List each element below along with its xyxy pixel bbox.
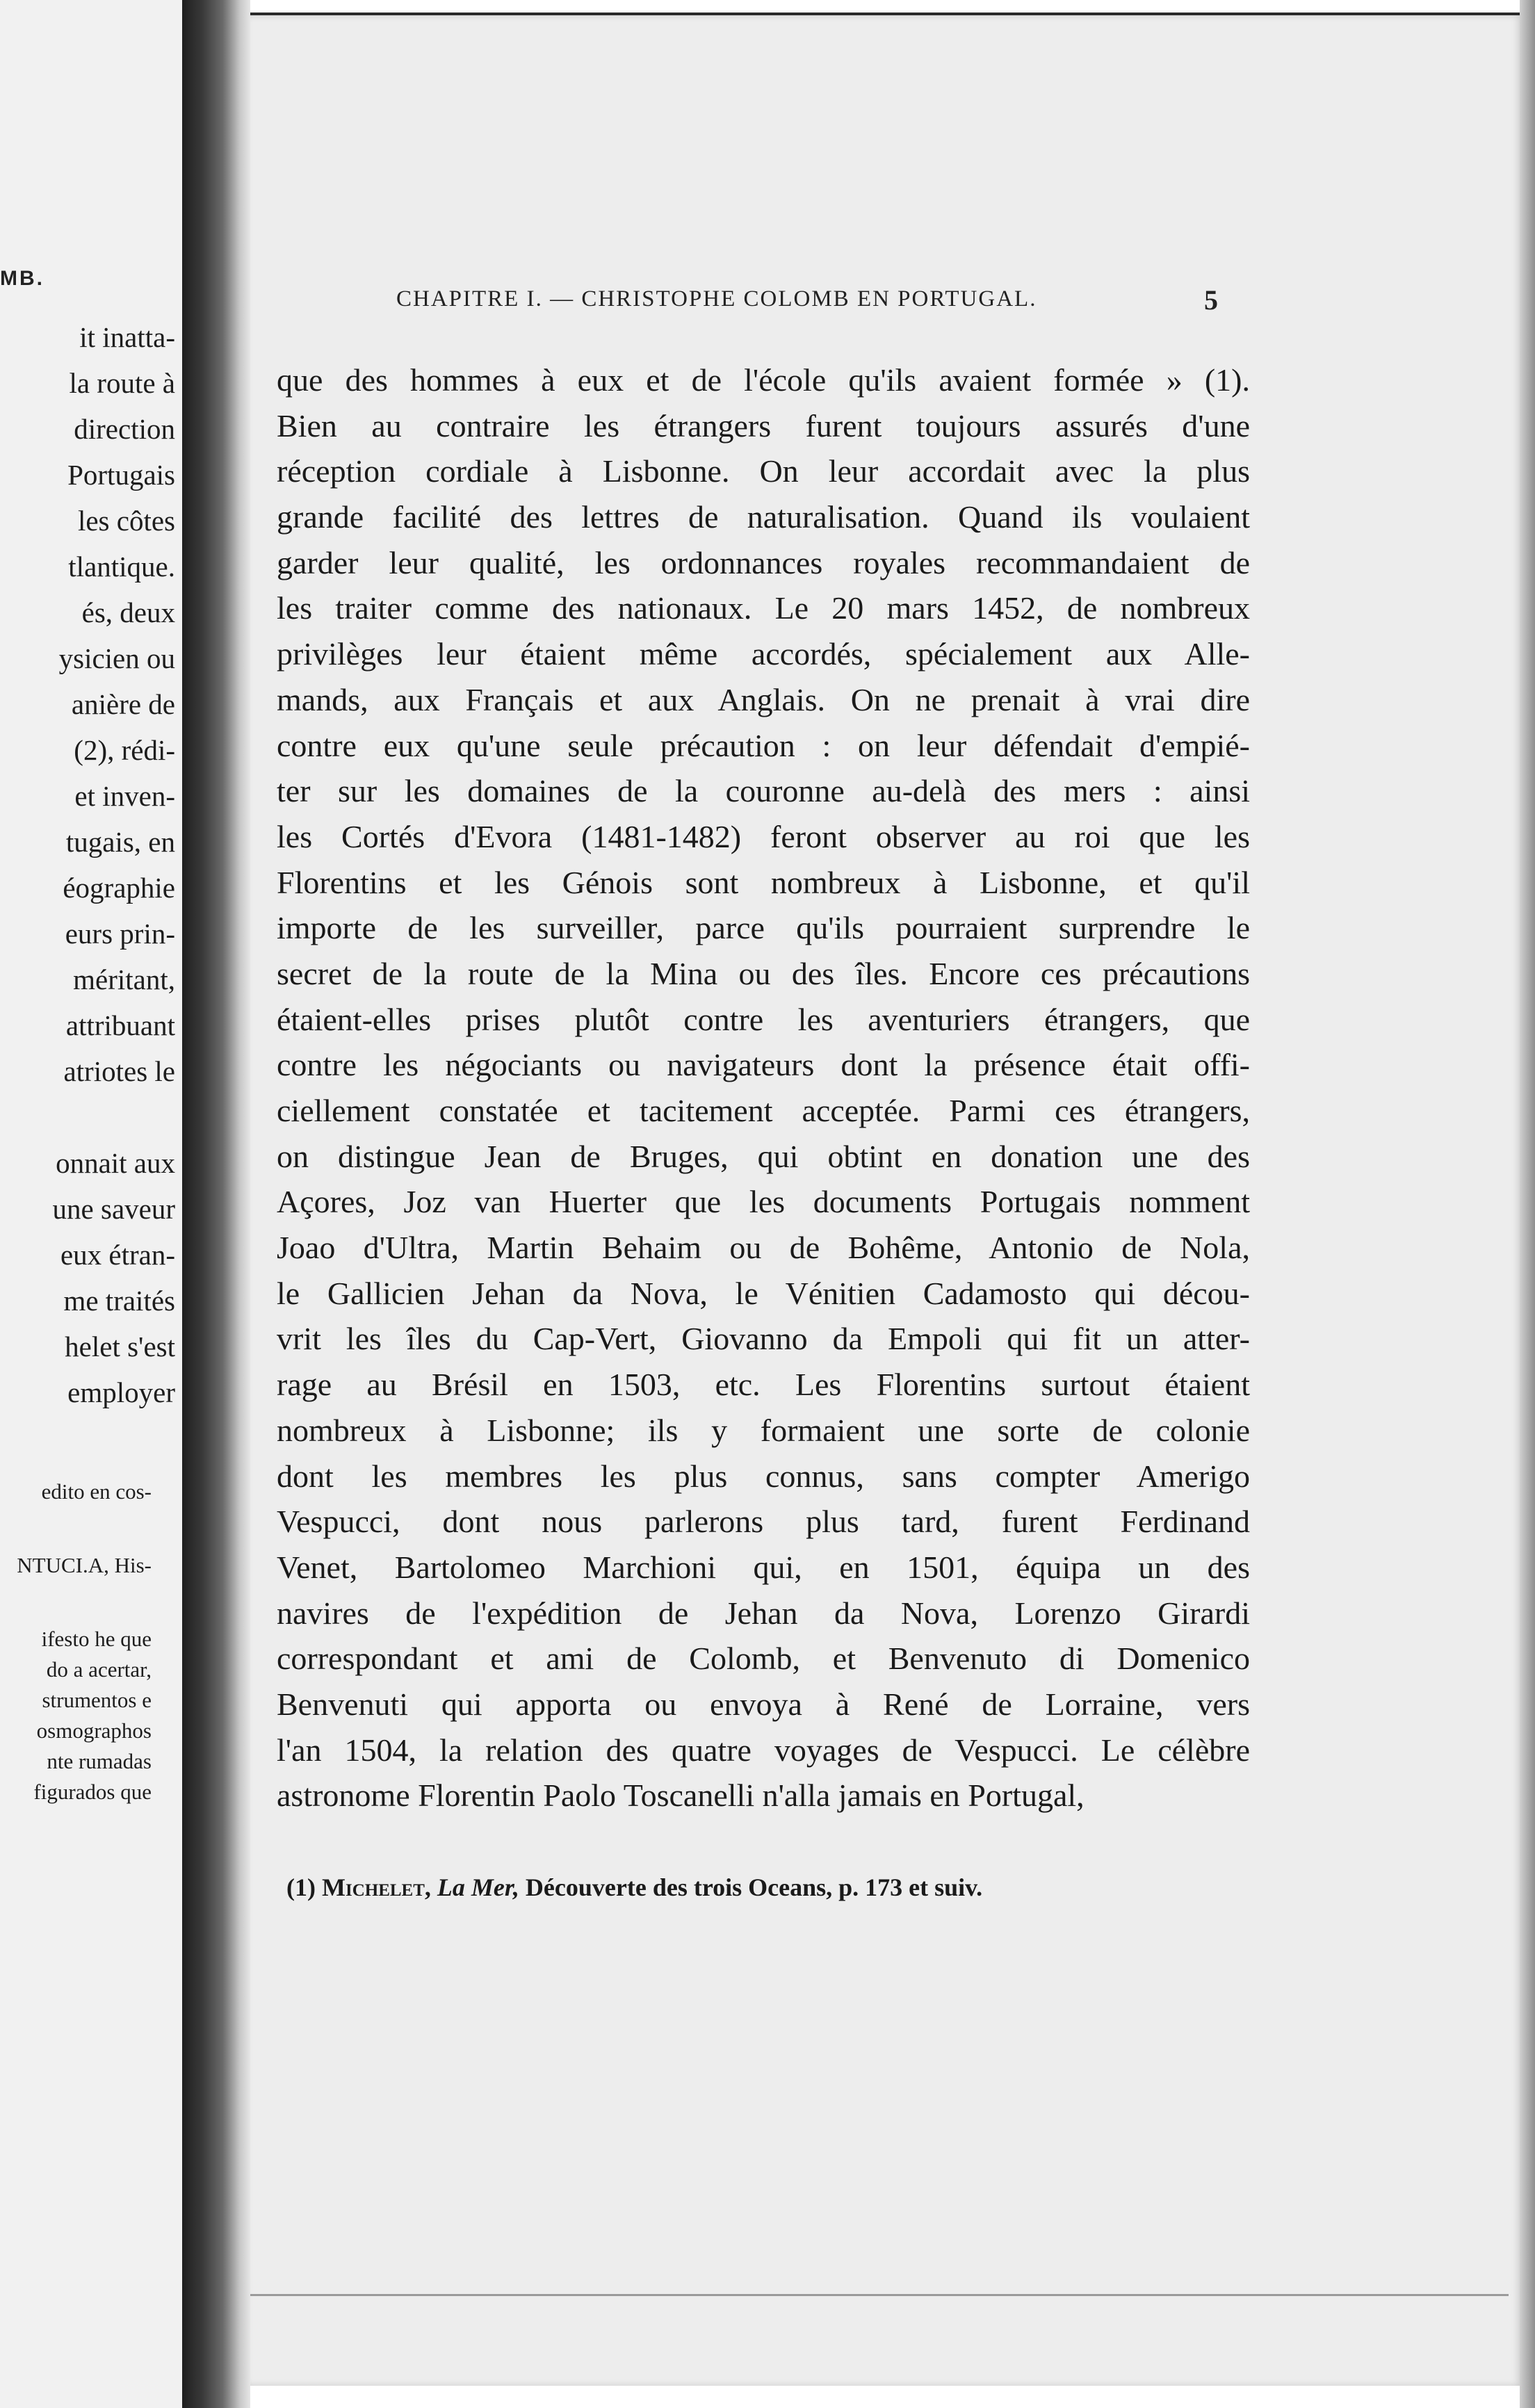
previous-page-fragment xyxy=(0,0,182,2408)
text-line: grande facilité des lettres de naturalisation. Quand ils voulaient xyxy=(277,499,1250,535)
text-line: dont les membres les plus connus, sans compter Amerigo xyxy=(277,1458,1250,1494)
previous-page-text xyxy=(53,314,175,1415)
text-line: direction xyxy=(74,413,175,445)
previous-page-running-head: MB. xyxy=(0,267,44,290)
text-line: Joao d'Ultra, Martin Behaim ou de Bohême, Antonio de Nola, xyxy=(277,1230,1250,1266)
text-line: Benvenuti qui apporta ou envoya à René de Lorraine, vers xyxy=(277,1686,1250,1722)
text-line: contre eux qu'une seule précaution : on leur défendait d'empié- xyxy=(277,727,1250,763)
text-line: que des hommes à eux et de l'école qu'ils avaient formée » (1). xyxy=(277,362,1250,398)
footnote-gap xyxy=(17,1507,152,1550)
text-line: une saveur xyxy=(52,1193,175,1225)
text-line: ysicien ou xyxy=(58,642,175,674)
text-line: Portugais xyxy=(67,459,175,491)
text-line: helet s'est xyxy=(65,1331,175,1362)
text-line: employer xyxy=(67,1376,175,1408)
page-right-edge xyxy=(1520,0,1535,2408)
text-line: Venet, Bartolomeo Marchioni qui, en 1501, équipa un des xyxy=(277,1549,1250,1585)
footnote-line: osmographos xyxy=(36,1718,152,1743)
book-gutter xyxy=(182,0,250,2408)
text-line: (2), rédi- xyxy=(74,734,175,766)
text-line: vrit les îles du Cap-Vert, Giovanno da Empoli qui fit un atter- xyxy=(277,1321,1250,1357)
previous-page-footnotes xyxy=(17,1476,152,1807)
text-line: les traiter comme des nationaux. Le 20 mars 1452, de nombreux xyxy=(277,590,1250,626)
footnote-line: strumentos e xyxy=(42,1688,152,1712)
footnote-reference: Découverte des trois Oceans, p. 173 et suiv. xyxy=(525,1873,983,1901)
text-line: astronome Florentin Paolo Toscanelli n'alla jamais en Portugal, xyxy=(277,1777,1085,1814)
text-line: Florentins et les Génois sont nombreux à Lisbonne, et qu'il xyxy=(277,864,1250,900)
text-line: eux étran- xyxy=(60,1239,175,1271)
text-line: anière de xyxy=(71,688,175,720)
text-line: eurs prin- xyxy=(65,918,175,950)
text-line: mands, aux Français et aux Anglais. On ne prenait à vrai dire xyxy=(277,681,1250,717)
text-line: correspondant et ami de Colomb, et Benvenuto di Domenico xyxy=(277,1641,1250,1677)
text-line: Bien au contraire les étrangers furent toujours assurés d'une xyxy=(277,407,1250,444)
footnote-line: do a acertar, xyxy=(46,1657,152,1682)
text-line: l'an 1504, la relation des quatre voyages de Vespucci. Le célèbre xyxy=(277,1732,1250,1768)
footnote-author: Michelet, xyxy=(321,1873,431,1901)
text-line: atriotes le xyxy=(63,1055,175,1087)
text-line: contre les négociants ou navigateurs dont la présence était offi- xyxy=(277,1047,1250,1083)
footnote-line: nte rumadas xyxy=(47,1749,152,1773)
text-line: on distingue Jean de Bruges, qui obtint en donation une des xyxy=(277,1138,1250,1174)
text-line: la route à xyxy=(69,367,175,399)
text-line: privilèges leur étaient même accordés, spécialement aux Alle- xyxy=(277,636,1250,672)
body-text xyxy=(277,357,1250,1819)
text-line: étaient-elles prises plutôt contre les aventuriers étrangers, que xyxy=(277,1001,1250,1037)
text-line: attribuant xyxy=(65,1009,175,1041)
text-line: éographie xyxy=(63,872,175,904)
text-line: navires de l'expédition de Jehan da Nova, Lorenzo Girardi xyxy=(277,1595,1250,1631)
text-line: me traités xyxy=(63,1285,175,1317)
text-line: méritant, xyxy=(73,963,175,995)
text-line: les côtes xyxy=(77,505,175,537)
text-line: Vespucci, dont nous parlerons plus tard, furent Ferdinand xyxy=(277,1504,1250,1540)
text-line: et inven- xyxy=(74,780,175,812)
footnote-marker: (1) xyxy=(286,1873,316,1901)
footnote-line: figurados que xyxy=(33,1780,152,1804)
text-line: secret de la route de la Mina ou des îles. Encore ces précautions xyxy=(277,955,1250,991)
footnote xyxy=(286,1873,1260,1902)
footnote-line: NTUCI.A, His- xyxy=(17,1553,152,1577)
running-head: CHAPITRE I. — CHRISTOPHE COLOMB EN PORTUGAL. xyxy=(396,286,1037,311)
page-bottom-edge xyxy=(250,2294,1509,2296)
text-line: réception cordiale à Lisbonne. On leur accordait avec la plus xyxy=(277,453,1250,489)
text-line: les Cortés d'Evora (1481-1482) feront observer au roi que les xyxy=(277,818,1250,854)
footnote-line: edito en cos- xyxy=(41,1479,152,1504)
text-line: nombreux à Lisbonne; ils y formaient une sorte de colonie xyxy=(277,1412,1250,1448)
footnote-work-title: La Mer, xyxy=(437,1873,519,1901)
text-line: onnait aux xyxy=(56,1147,175,1179)
text-line: ter sur les domaines de la couronne au-delà des mers : ainsi xyxy=(277,773,1250,809)
text-line: és, deux xyxy=(81,596,175,628)
text-line: ciellement constatée et tacitement acceptée. Parmi ces étrangers, xyxy=(277,1093,1250,1128)
text-line: le Gallicien Jehan da Nova, le Vénitien Cadamosto qui décou- xyxy=(277,1275,1250,1311)
text-line: it inatta- xyxy=(79,321,175,353)
text-line: tlantique. xyxy=(68,551,175,583)
paragraph-gap xyxy=(53,1094,175,1140)
text-line: tugais, en xyxy=(65,826,175,858)
text-line: Açores, Joz van Huerter que les documents Portugais nomment xyxy=(277,1184,1250,1220)
book-page xyxy=(250,13,1522,2386)
footnote-line: ifesto he que xyxy=(41,1627,152,1651)
page-number: 5 xyxy=(1204,284,1218,316)
text-line: garder leur qualité, les ordonnances royales recommandaient de xyxy=(277,544,1250,580)
text-line: importe de les surveiller, parce qu'ils pourraient surprendre le xyxy=(277,910,1250,946)
text-line: rage au Brésil en 1503, etc. Les Florentins surtout étaient xyxy=(277,1367,1250,1403)
footnote-gap xyxy=(17,1581,152,1624)
